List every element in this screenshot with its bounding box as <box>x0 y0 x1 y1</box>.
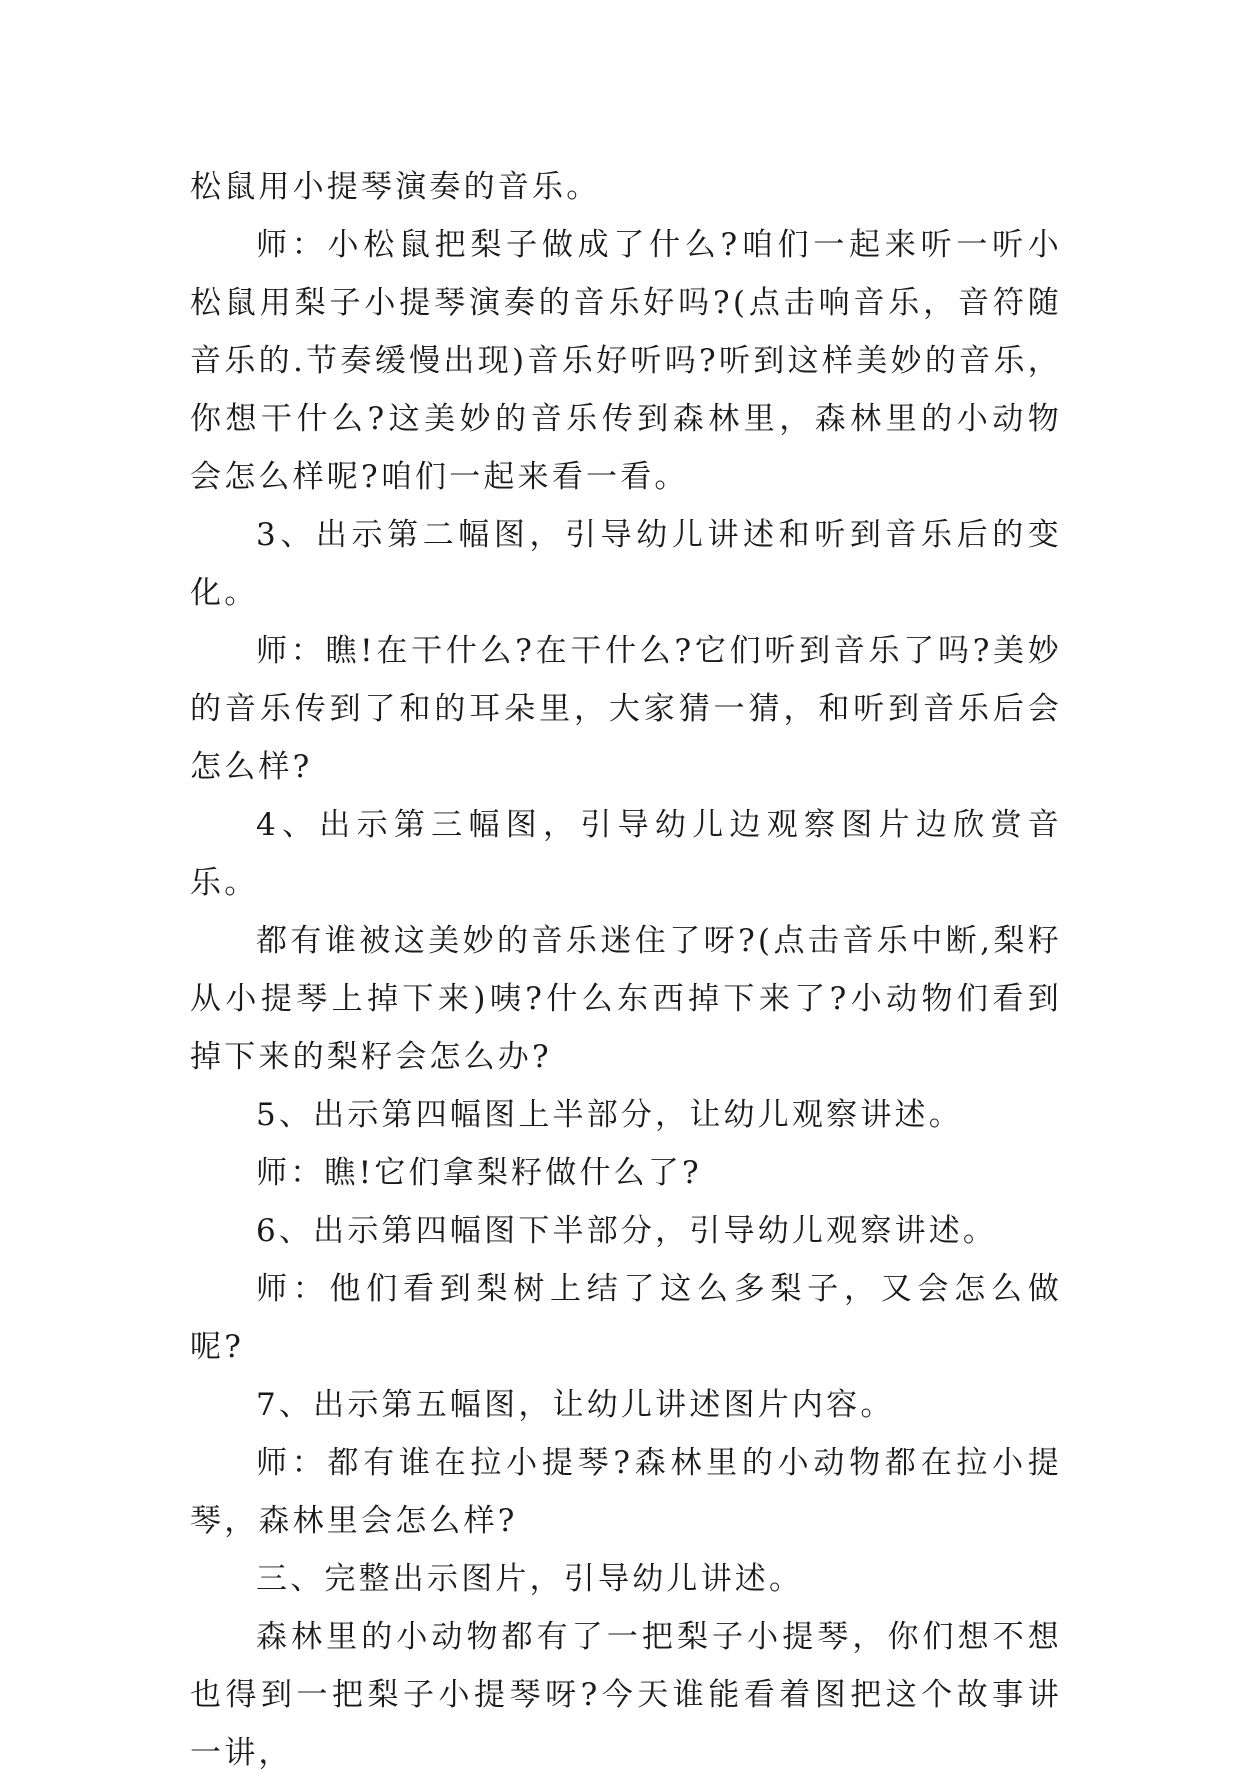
paragraph-5: 4、出示第三幅图，引导幼儿边观察图片边欣赏音乐。 <box>190 807 1062 901</box>
paragraph-14: 森林里的小动物都有了一把梨子小提琴，你们想不想也得到一把梨子小提琴呀?今天谁能看着图把这个故事讲一讲， <box>190 1619 1062 1771</box>
document-body <box>190 158 1062 1782</box>
paragraph-3: 3、出示第二幅图，引导幼儿讲述和听到音乐后的变化。 <box>190 517 1062 611</box>
paragraph-9: 6、出示第四幅图下半部分，引导幼儿观察讲述。 <box>256 1213 998 1249</box>
paragraph-10: 师：他们看到梨树上结了这么多梨子，又会怎么做呢? <box>190 1271 1062 1365</box>
paragraph-1: 松鼠用小提琴演奏的音乐。 <box>190 169 601 205</box>
paragraph-12: 师：都有谁在拉小提琴?森林里的小动物都在拉小提琴，森林里会怎么样? <box>190 1445 1062 1539</box>
paragraph-13: 三、完整出示图片，引导幼儿讲述。 <box>256 1561 804 1597</box>
paragraph-6: 都有谁被这美妙的音乐迷住了呀?(点击音乐中断,梨籽从小提琴上掉下来)咦?什么东西掉下来了?小动物们看到掉下来的梨籽会怎么办? <box>190 923 1062 1075</box>
paragraph-7: 5、出示第四幅图上半部分，让幼儿观察讲述。 <box>256 1097 963 1133</box>
paragraph-4: 师：瞧!在干什么?在干什么?它们听到音乐了吗?美妙的音乐传到了和的耳朵里，大家猜一猜，和听到音乐后会怎么样? <box>190 633 1062 785</box>
paragraph-2: 师：小松鼠把梨子做成了什么?咱们一起来听一听小松鼠用梨子小提琴演奏的音乐好吗?(点击响音乐，音符随音乐的.节奏缓慢出现)音乐好听吗?听到这样美妙的音乐，你想干什么?这美妙的音乐传到森林里，森林里的小动物会怎么样呢?咱们一起来看一看。 <box>190 227 1062 495</box>
paragraph-8: 师：瞧!它们拿梨籽做什么了? <box>256 1155 702 1191</box>
paragraph-11: 7、出示第五幅图，让幼儿讲述图片内容。 <box>256 1387 895 1423</box>
